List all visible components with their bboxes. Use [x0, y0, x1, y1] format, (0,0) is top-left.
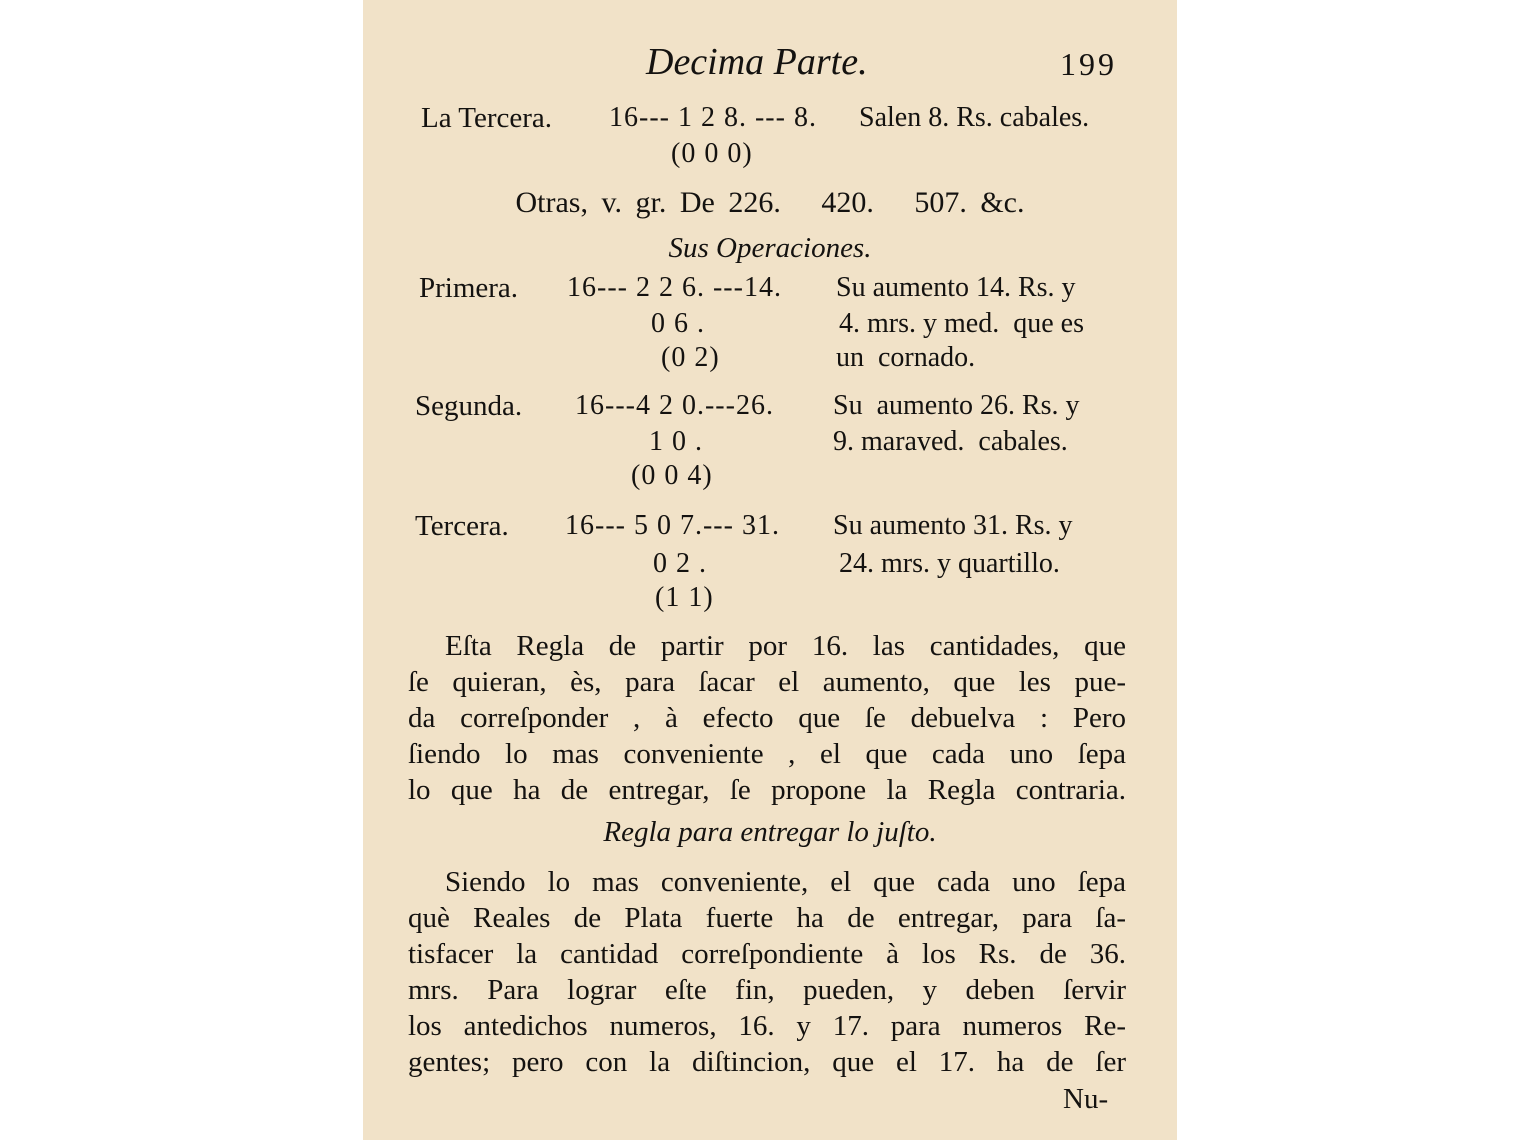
paragraph-line: mrs. Para lograr eſte fin, pueden, y deben ſervir	[408, 974, 1126, 1006]
la-tercera-calc: 16--- 1 2 8. --- 8.	[609, 102, 817, 133]
paragraph-line: ſiendo lo mas conveniente , el que cada uno ſepa	[408, 738, 1126, 770]
otras-line: Otras, v. gr. De 226. 420. 507. &c.	[515, 186, 1025, 219]
rule-heading: Regla para entregar lo juſto.	[603, 816, 937, 848]
book-page	[363, 0, 1177, 1140]
paragraph-2	[408, 864, 1126, 1080]
operation-label: Segunda.	[415, 390, 523, 422]
operation-calc: 16--- 5 0 7.--- 31.	[565, 510, 780, 541]
operation-calc-line2: 0 2 .	[653, 548, 707, 579]
page-number: 199	[1060, 46, 1117, 82]
operation-result-line: Su aumento 31. Rs. y	[833, 510, 1073, 541]
la-tercera-remainder: (0 0 0)	[671, 138, 753, 169]
running-title: Decima Parte.	[646, 41, 868, 83]
operations-heading: Sus Operaciones.	[668, 232, 872, 264]
operation-result-line: Su aumento 14. Rs. y	[836, 272, 1076, 303]
operation-calc-line2: 0 6 .	[651, 308, 705, 339]
operation-result-line: Su aumento 26. Rs. y	[833, 390, 1080, 421]
operation-calc-line2: 1 0 .	[649, 426, 703, 457]
paragraph-line: què Reales de Plata fuerte ha de entregar, para ſa-	[408, 902, 1126, 934]
paragraph-line: lo que ha de entregar, ſe propone la Regla contraria.	[408, 774, 1126, 806]
paragraph-1	[408, 628, 1126, 808]
operation-remainder: (0 2)	[661, 342, 720, 373]
operation-calc: 16---4 2 0.---26.	[575, 390, 774, 421]
la-tercera-result: Salen 8. Rs. cabales.	[859, 102, 1090, 133]
operation-remainder: (0 0 4)	[631, 460, 713, 491]
operation-remainder: (1 1)	[655, 582, 714, 613]
paragraph-line: tisfacer la cantidad correſpondiente à los Rs. de 36.	[408, 938, 1126, 970]
operation-result-line: 24. mrs. y quartillo.	[839, 548, 1060, 579]
paragraph-line: da correſponder , à efecto que ſe debuelva : Pero	[408, 702, 1126, 734]
operation-result-line: un cornado.	[836, 342, 976, 373]
paragraph-line: ſe quieran, ès, para ſacar el aumento, que les pue-	[408, 666, 1126, 698]
operation-result-line: 9. maraved. cabales.	[833, 426, 1068, 457]
paragraph-line: gentes; pero con la diſtincion, que el 17. ha de ſer	[408, 1046, 1126, 1078]
la-tercera-label: La Tercera.	[421, 102, 553, 134]
paragraph-line: Eſta Regla de partir por 16. las cantidades, que	[445, 630, 1126, 662]
paragraph-line: Siendo lo mas conveniente, el que cada uno ſepa	[445, 866, 1126, 898]
operation-calc: 16--- 2 2 6. ---14.	[567, 272, 782, 303]
operation-result-line: 4. mrs. y med. que es	[839, 308, 1084, 339]
operation-label: Tercera.	[415, 510, 509, 542]
operation-label: Primera.	[419, 272, 519, 304]
catchword: Nu-	[1063, 1083, 1109, 1115]
paragraph-line: los antedichos numeros, 16. y 17. para numeros Re-	[408, 1010, 1126, 1042]
